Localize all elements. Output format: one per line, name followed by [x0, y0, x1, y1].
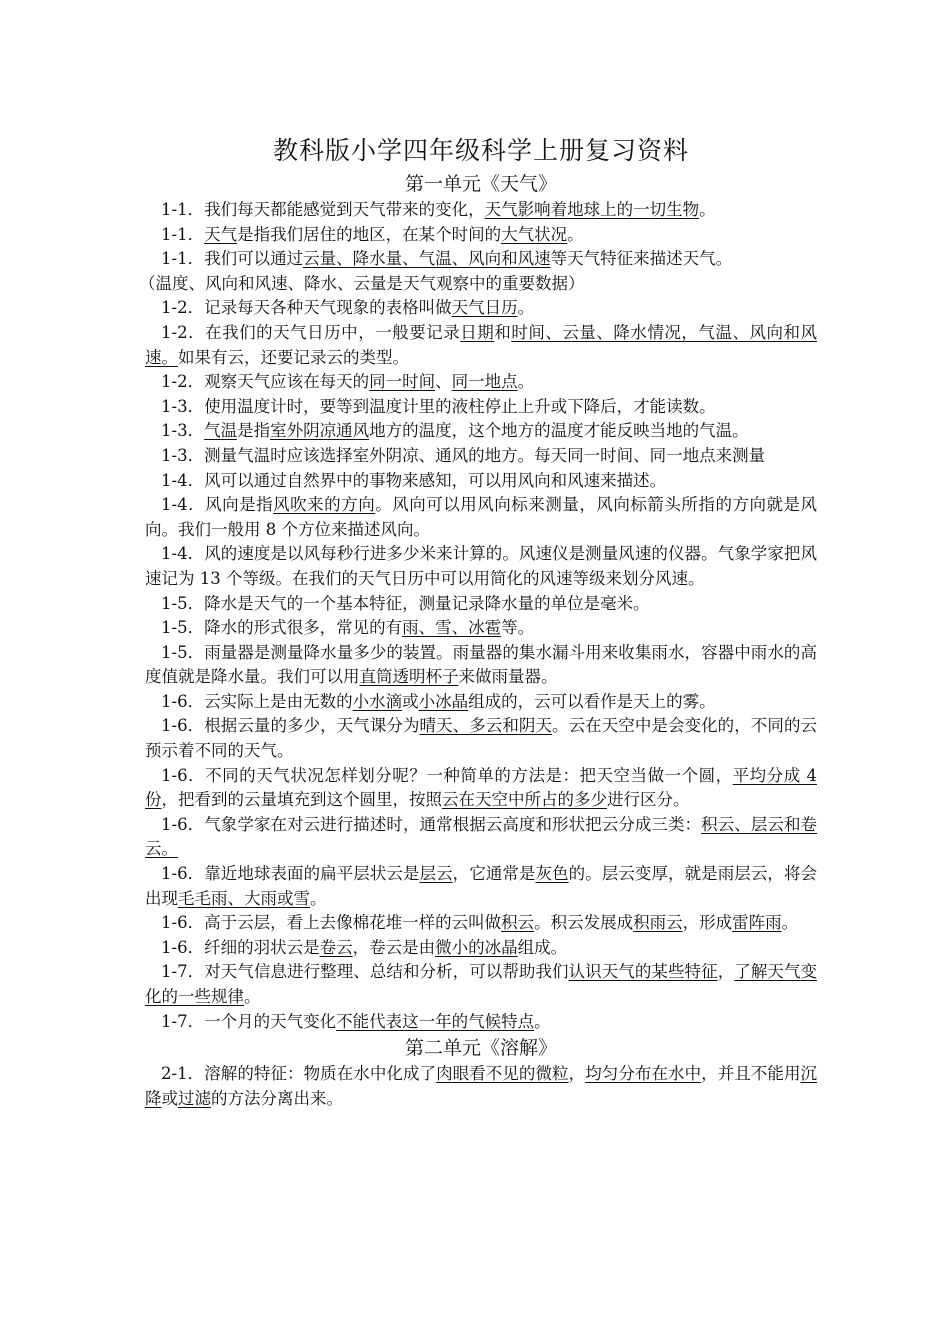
review-item	[145, 1010, 817, 1035]
item-text: 。	[699, 200, 716, 219]
key-term: 天气影响着地球上的一切生物	[484, 200, 700, 219]
item-text: 的。层云变厚，就是雨层云，将会出现	[145, 864, 818, 908]
item-text: 1-2．观察天气应该在每天的	[161, 372, 370, 392]
item-text: 组成的，云可以看作是天上的雾。	[468, 691, 716, 711]
item-text: 1-5．降水是天气的一个基本特征，测量记录降水量的单位是毫米。	[161, 593, 650, 613]
review-item	[145, 690, 817, 715]
review-item	[145, 419, 817, 444]
key-term: 了解天气变化的一些规律	[145, 962, 818, 1006]
key-term: 室外阴凉通风	[270, 421, 370, 441]
item-text: 1-3．	[161, 421, 205, 441]
item-text: 1-6．云实际上是由无数的	[161, 691, 353, 711]
item-text: 。	[244, 987, 261, 1006]
key-term: 天气日历	[451, 298, 518, 318]
item-text: 的方法分离出来。	[211, 1088, 343, 1108]
key-term: 日期	[460, 322, 495, 342]
item-text: 1-4．风的速度是以风每秒行进多少米来计算的。风速仪是测量风速的仪器。气象学家把风速记为 13 个等级。在我们的天气日历中可以用简化的风速等级来划分风速。	[145, 544, 817, 588]
item-text: 或	[161, 1088, 178, 1108]
review-item	[145, 641, 817, 690]
review-item	[145, 862, 817, 911]
item-text: 是指我们居住的地区，在某个时间的	[237, 224, 502, 244]
item-text: 1-6．根据云量的多少，天气课分为	[161, 716, 420, 736]
key-term: 沉降	[145, 1064, 818, 1108]
item-text: 或	[402, 691, 419, 711]
item-text: 1-6．不同的天气状况怎样划分呢？一种简单的方法是：把天空当做一个圆，	[161, 765, 733, 785]
unit1-items	[139, 198, 818, 1034]
item-text: 。	[310, 888, 327, 908]
item-text: 。	[517, 298, 535, 318]
key-term: 微小的冰晶	[435, 937, 518, 957]
item-text: 和	[494, 322, 512, 342]
key-term: 灰色	[535, 864, 569, 884]
review-item	[145, 936, 817, 961]
item-text: 1-4．风可以通过自然界中的事物来感知，可以用风向和风速来描述。	[161, 470, 667, 490]
item-text: 。云在天空中是会变化的，不同的云预示着不同的天气。	[145, 716, 818, 761]
key-term: 大气状况	[501, 224, 568, 244]
item-text: 等。	[501, 618, 535, 638]
unit2-heading: 第二单元《溶解》	[404, 1037, 557, 1060]
review-item	[145, 714, 817, 763]
key-term: 雷阵雨	[732, 913, 782, 933]
item-text: 1-2．记录每天各种天气现象的表格叫做	[161, 298, 452, 318]
unit2-items	[145, 1062, 817, 1111]
item-text: 。	[534, 1011, 551, 1031]
item-text: 如果有云，还要记录云的类型。	[178, 347, 409, 367]
key-term: 小水滴	[352, 691, 403, 711]
item-text: 、	[435, 372, 452, 392]
review-item	[145, 1062, 817, 1111]
item-text: 组成。	[517, 937, 568, 957]
key-term: 气温	[204, 421, 238, 441]
document-title: 教科版小学四年级科学上册复习资料	[272, 136, 689, 165]
item-text: 。	[567, 224, 584, 244]
review-item	[145, 223, 817, 248]
item-text: ，并且不能用	[701, 1064, 801, 1084]
review-item	[145, 198, 817, 223]
item-text: 1-6．气象学家在对云进行描述时，通常根据云高度和形状把云分成三类：	[161, 814, 702, 834]
item-text: 来做雨量器。	[458, 667, 558, 687]
key-term: 毛毛雨、大雨或雪	[178, 888, 310, 908]
document-page	[139, 132, 818, 1111]
key-term: 卷云	[319, 937, 353, 957]
item-text: 1-3．使用温度计时，要等到温度计里的液柱停止上升或下降后，才能读数。	[161, 396, 716, 416]
item-text: 进行区分。	[607, 790, 690, 810]
key-term: 直筒透明杯子	[359, 667, 459, 687]
key-term: 风吹来的方向	[273, 495, 376, 515]
item-text: 1-1．我们每天都能感觉到天气带来的变化，	[161, 200, 485, 219]
item-text: 1-6．高于云层，看上去像棉花堆一样的云叫做	[161, 913, 502, 933]
unit1-heading: 第一单元《天气》	[404, 173, 557, 195]
item-text: 1-6．靠近地球表面的扁平层状云是	[161, 864, 420, 884]
item-text: 。	[781, 913, 799, 933]
item-text: 。风向可以用风向标来测量，风向标箭头所指的方向就是风向。我们一般用 8 个方位来描述风向。	[145, 495, 818, 539]
item-text: 1-2．在我们的天气日历中，一般要记录	[161, 322, 461, 342]
review-item	[145, 296, 817, 321]
key-term: 时间、云量、降水情况，气温、风向和风速。	[145, 322, 818, 367]
review-item	[145, 592, 817, 617]
item-text: 是指	[237, 421, 271, 441]
review-item	[145, 911, 817, 936]
review-item	[145, 616, 817, 641]
item-text: 1-5．雨量器是测量降水量多少的装置。雨量器的集水漏斗用来收集雨水，容器中雨水的高度值就是降水量。我们可以用	[145, 642, 817, 687]
review-item	[145, 764, 817, 813]
item-text: 地方的温度，这个地方的温度才能反映当地的气温。	[369, 421, 749, 441]
review-item	[145, 542, 817, 591]
key-term: 雨、雪、冰雹	[402, 618, 502, 638]
review-item	[145, 395, 817, 420]
key-term: 均匀分布在水中	[585, 1064, 702, 1084]
key-term: 认识天气的某些特征	[568, 962, 718, 982]
key-term: 云量、降水量、气温、风向和风速	[303, 249, 551, 269]
key-term: 天气	[204, 224, 238, 244]
item-text: 1-6．纤细的羽状云是	[161, 937, 320, 957]
key-term: 不能代表这一年的气候特点	[336, 1011, 535, 1031]
item-text: 1-1．我们可以通过	[161, 249, 304, 269]
item-text: ，它通常是	[452, 864, 536, 884]
item-text: 。积云发展成	[534, 913, 634, 933]
key-term: 云在天空中所占的多少	[442, 790, 607, 810]
item-text: 。	[517, 372, 535, 392]
key-term: 积云	[501, 913, 535, 933]
item-text: 1-3．测量气温时应该选择室外阴凉、通风的地方。每天同一时间、同一地点来测量	[161, 445, 766, 465]
item-text: 1-4．风向是指	[161, 495, 274, 515]
item-text: ，	[568, 1064, 586, 1084]
item-text: ，	[717, 962, 735, 982]
key-term: 小冰晶	[418, 691, 469, 711]
key-term: 积云、层云和卷云。	[145, 814, 818, 859]
item-text: ，形成	[682, 913, 733, 933]
review-item	[145, 469, 817, 494]
item-text: ，把看到的云量填充到这个圆里，按照	[161, 790, 442, 810]
note-line: （温度、风向和风速、降水、云量是天气观察中的重要数据）	[139, 273, 585, 293]
review-item	[145, 960, 817, 1009]
item-text: 等天气特征来描述天气。	[550, 249, 733, 269]
item-text: 1-7．一个月的天气变化	[161, 1011, 337, 1031]
review-item	[145, 247, 817, 272]
review-item	[145, 321, 817, 370]
key-term: 同一地点	[451, 372, 518, 392]
key-term: 同一时间	[369, 372, 436, 392]
key-term: 晴天、多云和阴天	[419, 716, 553, 736]
key-term: 层云	[419, 864, 453, 884]
key-term: 平均分成 4 份	[145, 765, 817, 810]
key-term: 积雨云	[633, 913, 683, 933]
key-term: 过滤	[178, 1088, 211, 1108]
review-item	[145, 813, 817, 862]
review-item	[145, 444, 817, 469]
item-text: 1-5．降水的形式很多，常见的有	[161, 618, 403, 638]
item-text: 1-1．	[161, 224, 205, 244]
review-item	[145, 493, 817, 542]
key-term: 肉眼看不见的微粒	[436, 1064, 569, 1084]
item-text: ，卷云是由	[352, 937, 436, 957]
item-text: 1-7．对天气信息进行整理、总结和分析，可以帮助我们	[161, 962, 569, 982]
item-text: 2-1．溶解的特征：物质在水中化成了	[161, 1064, 437, 1084]
review-item	[145, 370, 817, 395]
